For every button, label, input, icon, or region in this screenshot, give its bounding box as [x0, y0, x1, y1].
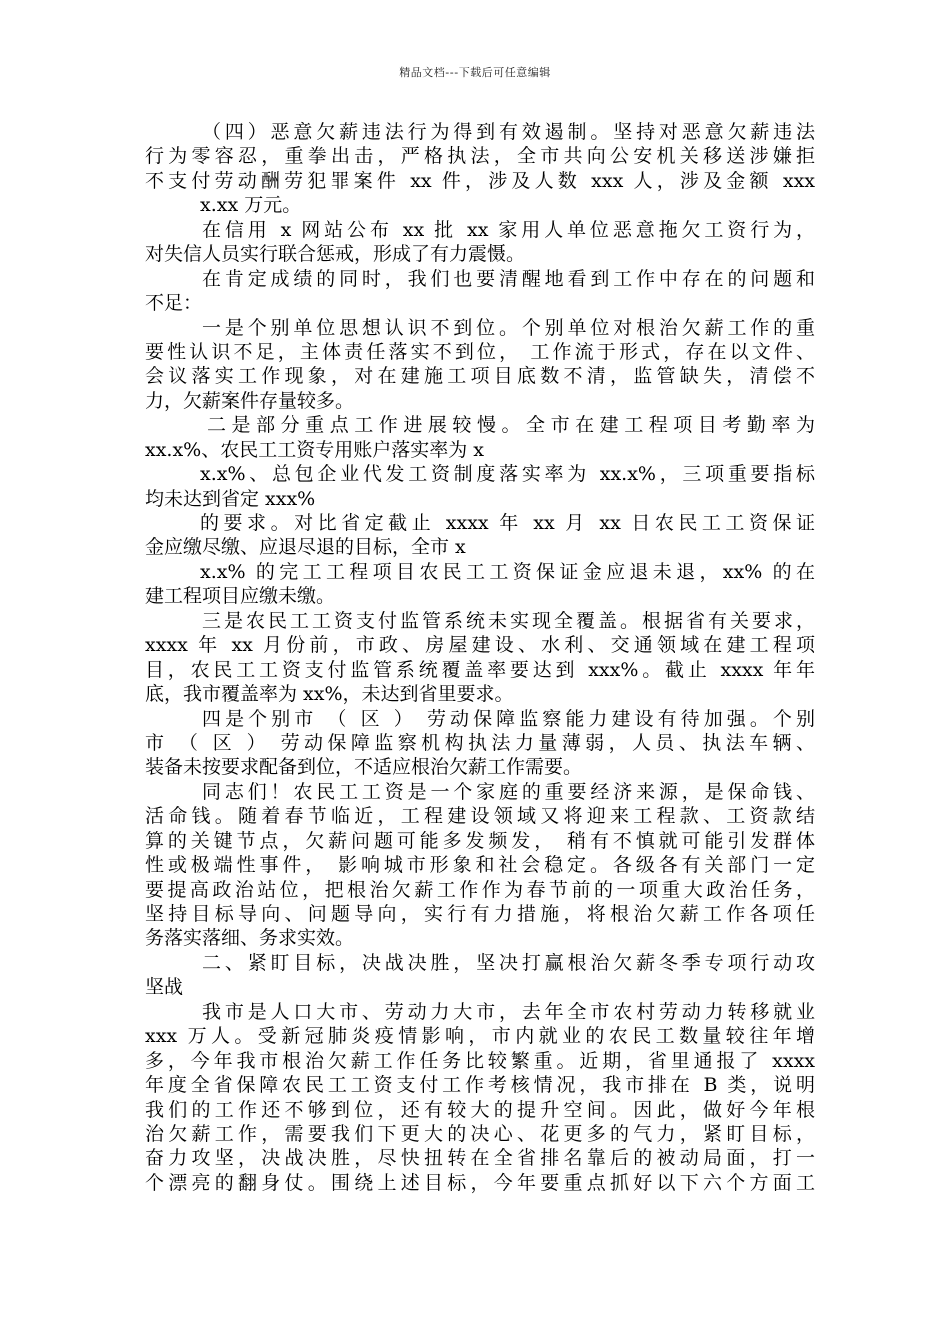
text-line: 底，我市覆盖率为 xx%，未达到省里要求。	[145, 683, 514, 706]
text-line: 力，欠薪案件存量较多。	[145, 389, 355, 412]
text-line: 二是部分重点工作进展较慢。全市在建工程项目考勤率为	[207, 414, 815, 437]
text-line: x.x% 的完工工程项目农民工工资保证金应退未退，xx% 的在	[200, 560, 815, 583]
text-line: 对失信人员实行联合惩戒，形成了有力震慑。	[145, 243, 526, 266]
text-line: 装备未按要求配备到位，不适应根治欠薪工作需要。	[145, 756, 583, 779]
page-header: 精品文档---下载后可任意编辑	[399, 66, 551, 79]
document-body	[145, 120, 815, 1195]
text-line: x.x%、总包企业代发工资制度落实率为 xx.x%，三项重要指标	[200, 463, 815, 486]
text-line: （四）恶意欠薪违法行为得到有效遏制。坚持对恶意欠薪违法	[202, 121, 815, 143]
text-line: 二、紧盯目标，决战决胜，坚决打赢根治欠薪冬季专项行动攻	[202, 951, 815, 974]
text-line: x.xx 万元。	[200, 194, 302, 217]
text-line: 的要求。对比省定截止 xxxx 年 xx 月 xx 日农民工工资保证	[200, 512, 815, 534]
text-line: 多，今年我市根治欠薪工作任务比较繁重。近期，省里通报了 xxxx	[145, 1049, 815, 1072]
text-line: 目，农民工工资支付监管系统覆盖率要达到 xxx%。截止 xxxx 年年	[145, 658, 815, 681]
text-line: 治欠薪工作，需要我们下更大的决心、花更多的气力，紧盯目标，	[145, 1122, 815, 1145]
text-line: xxxx 年 xx 月份前，市政、房屋建设、水利、交通领域在建工程项	[145, 634, 815, 657]
text-line: 奋力攻坚，决战决胜，尽快扭转在全省排名靠后的被动局面，打一	[145, 1147, 815, 1170]
text-line: 务落实落细、务求实效。	[145, 927, 355, 950]
text-line: 市 （ 区 ） 劳动保障监察机构执法力量薄弱，人员、执法车辆、	[145, 731, 815, 754]
text-line: 性或极端性事件， 影响城市形象和社会稳定。各级各有关部门一定	[145, 854, 815, 877]
text-line: 一是个别单位思想认识不到位。个别单位对根治欠薪工作的重	[202, 316, 815, 339]
text-line: 不支付劳动酬劳犯罪案件 xx 件，涉及人数 xxx 人，涉及金额 xxx	[145, 169, 815, 192]
text-line: 我市是人口大市、劳动力大市，去年全市农村劳动力转移就业	[202, 1000, 815, 1023]
text-line: 建工程项目应缴未缴。	[145, 585, 336, 608]
text-line: 要提高政治站位，把根治欠薪工作作为春节前的一项重大政治任务，	[145, 878, 815, 901]
text-line: 个漂亮的翻身仗。围绕上述目标，今年要重点抓好以下六个方面工	[145, 1171, 815, 1194]
text-line: 均未达到省定 xxx%	[145, 487, 316, 510]
text-line: 金应缴尽缴、应退尽退的目标，全市 x	[145, 536, 466, 559]
text-line: 坚持目标导向、问题导向，实行有力措施，将根治欠薪工作各项任	[145, 903, 815, 925]
text-line: 不足：	[145, 292, 203, 315]
text-line: 算的关键节点，欠薪问题可能多发频发， 稍有不慎就可能引发群体	[145, 829, 815, 852]
text-line: 行为零容忍，重拳出击，严格执法，全市共向公安机关移送涉嫌拒	[145, 145, 815, 168]
text-line: 坚战	[145, 976, 184, 999]
text-line: 我们的工作还不够到位，还有较大的提升空间。因此，做好今年根	[145, 1098, 815, 1121]
text-line: xxx 万人。受新冠肺炎疫情影响，市内就业的农民工数量较往年增	[145, 1025, 815, 1048]
text-line: 在信用 x 网站公布 xx 批 xx 家用人单位恶意拖欠工资行为，	[202, 218, 815, 241]
text-line: 四是个别市 （ 区 ） 劳动保障监察能力建设有待加强。个别	[202, 707, 815, 730]
text-line: 三是农民工工资支付监管系统未实现全覆盖。根据省有关要求，	[202, 609, 815, 632]
text-line: xx.x%、农民工工资专用账户落实率为 x	[145, 438, 484, 461]
text-line: 要性认识不足，主体责任落实不到位， 工作流于形式，存在以文件、	[145, 340, 815, 363]
text-line: 同志们！农民工工资是一个家庭的重要经济来源，是保命钱、	[202, 780, 815, 803]
text-line: 年度全省保障农民工工资支付工作考核情况，我市排在 B 类，说明	[145, 1074, 815, 1097]
text-line: 在肯定成绩的同时，我们也要清醒地看到工作中存在的问题和	[202, 267, 815, 290]
text-line: 会议落实工作现象，对在建施工项目底数不清，监管缺失，清偿不	[145, 365, 815, 388]
text-line: 活命钱。随着春节临近，工程建设领域又将迎来工程款、工资款结	[145, 805, 815, 828]
